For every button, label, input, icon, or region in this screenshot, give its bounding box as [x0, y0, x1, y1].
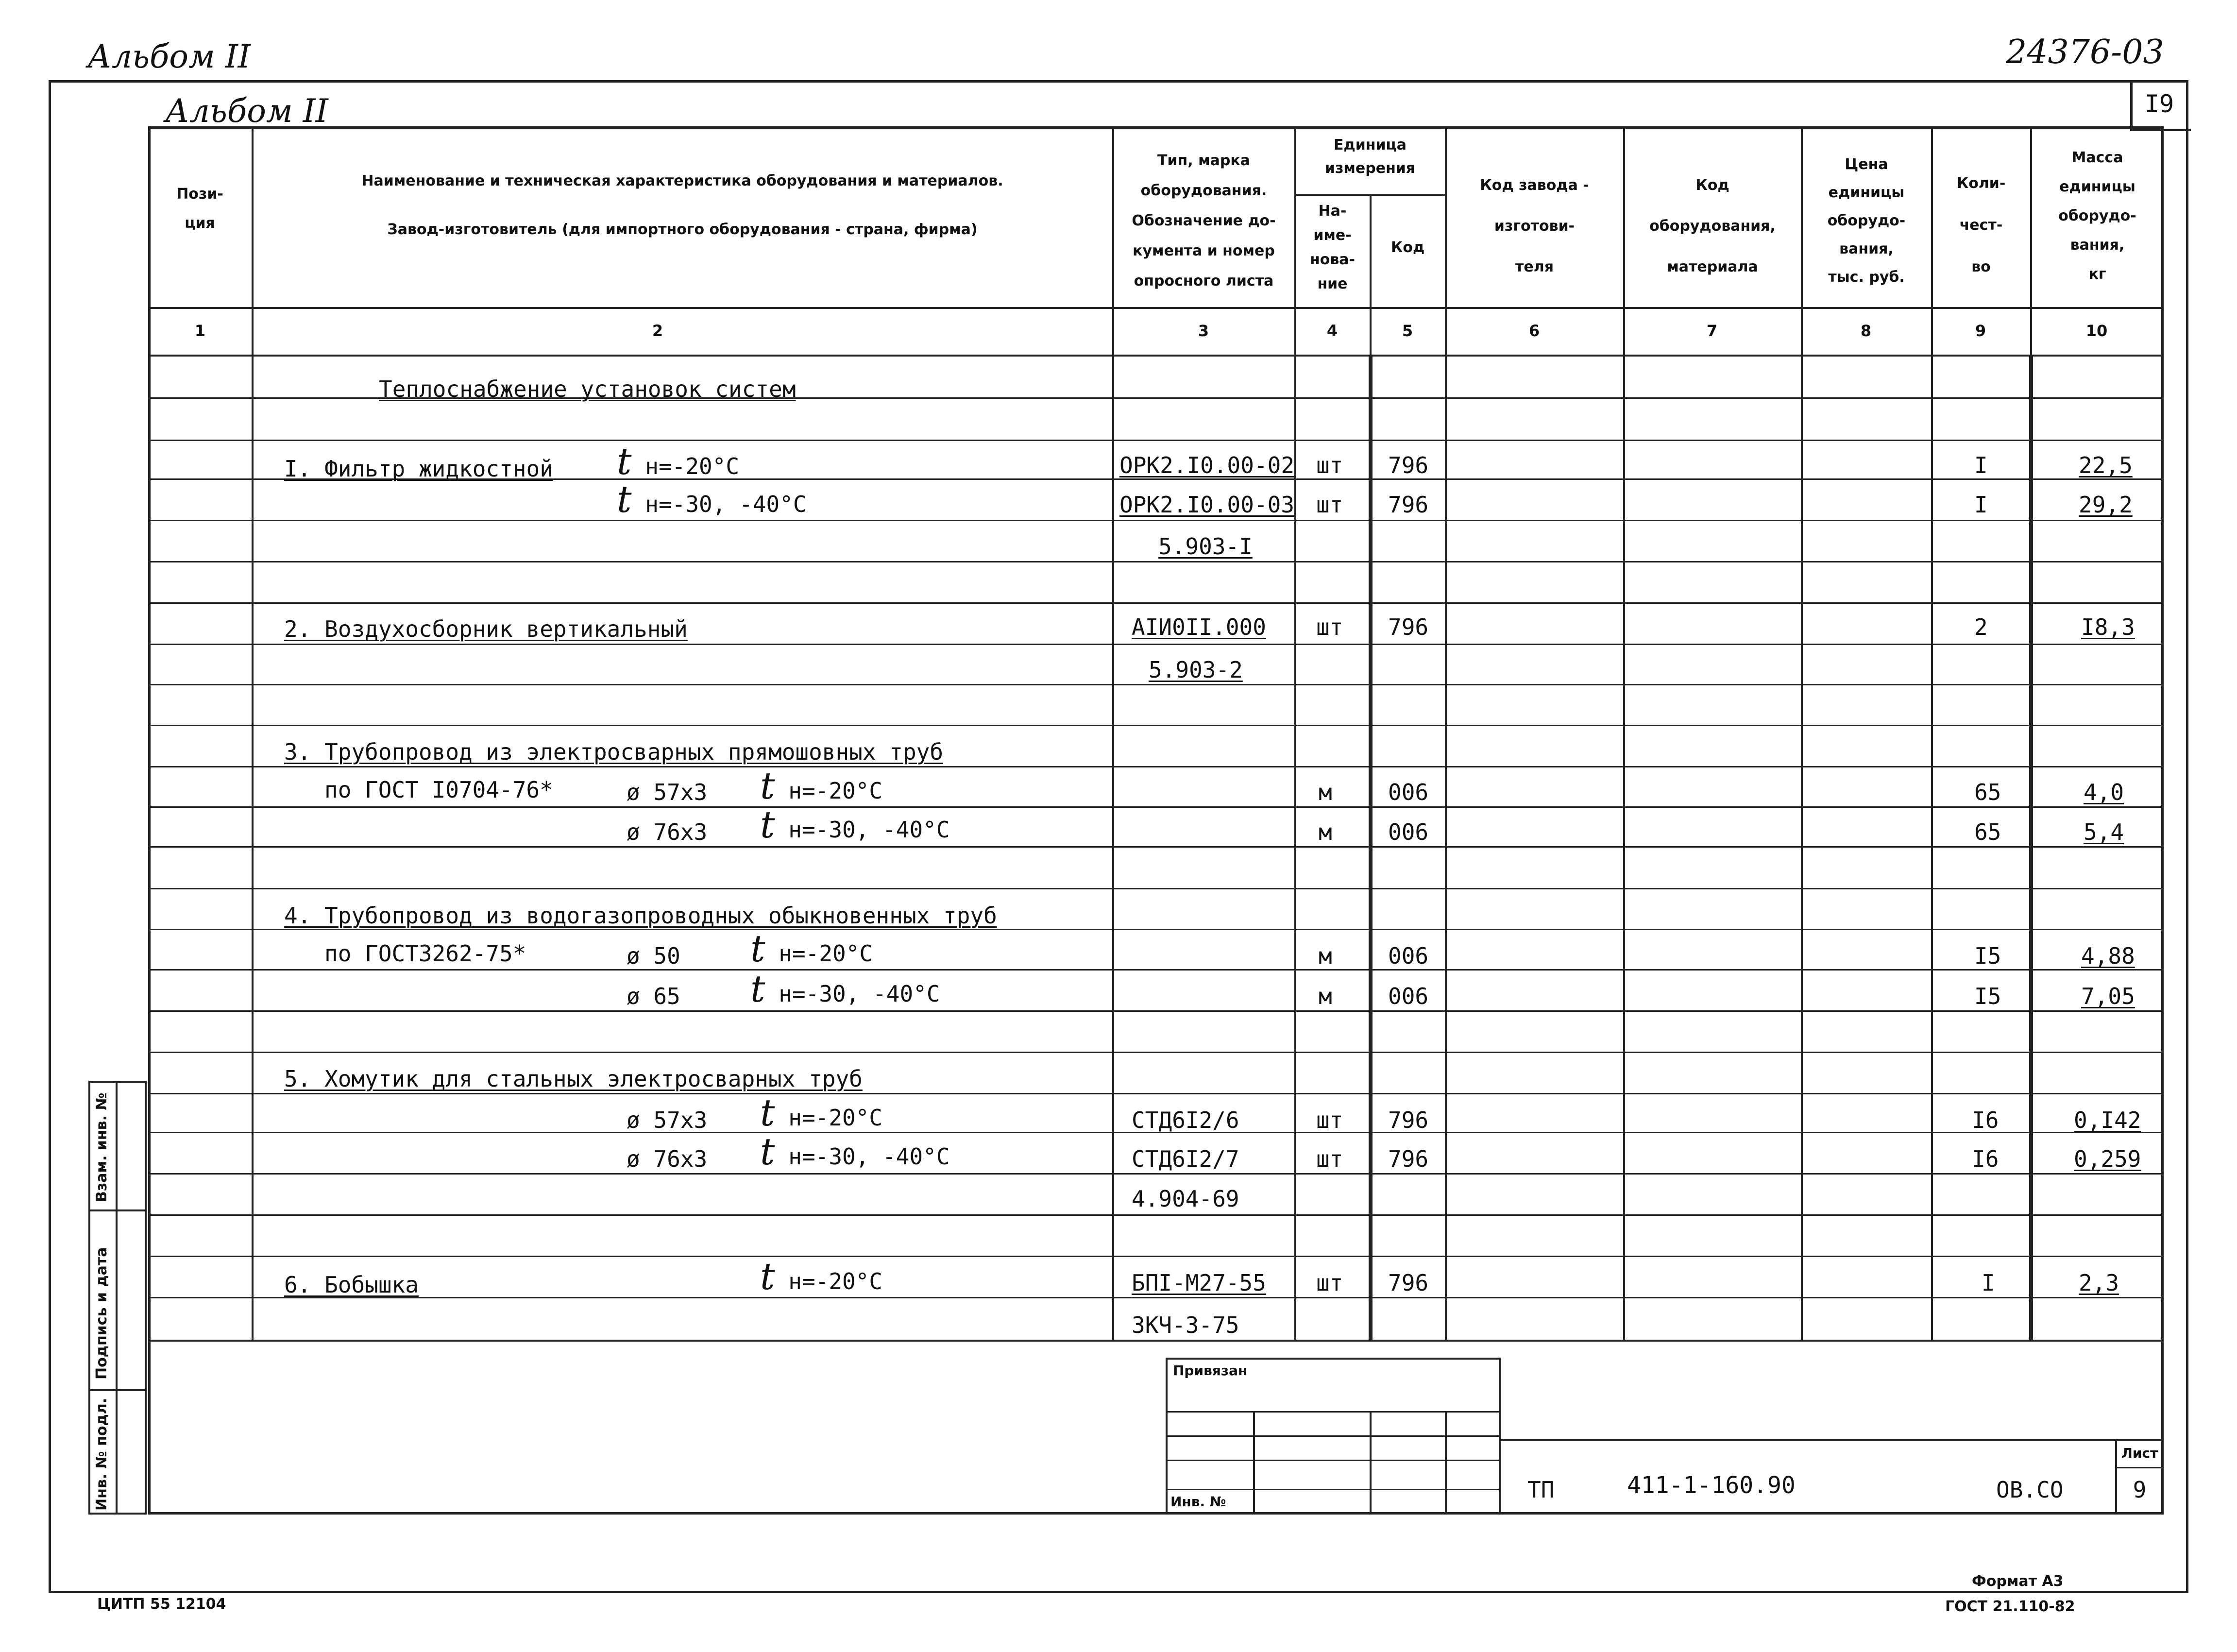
item-3a-qty: 65	[1974, 779, 2001, 805]
item-3-name: 3. Трубопровод из электросварных прямошовных труб	[284, 739, 944, 765]
row-separator	[148, 929, 2164, 930]
header-col10: Масса единицы оборудо- вания, кг	[2058, 149, 2136, 283]
item-5a-type: СТД6I2/6	[1132, 1107, 1239, 1133]
item-2-doc: 5.903-2	[1149, 657, 1243, 683]
item-5a-code: 796	[1388, 1107, 1429, 1133]
colnum-1: 1	[194, 322, 206, 340]
item-2-qty: 2	[1974, 614, 1988, 640]
colnum-3: 3	[1198, 322, 1209, 340]
row-separator	[148, 1010, 2164, 1012]
col-line-6	[1623, 126, 1625, 1341]
inv-no-label: Инв. №	[1170, 1494, 1226, 1510]
row-separator	[148, 1173, 2164, 1175]
item-5b-type: СТД6I2/7	[1132, 1146, 1239, 1172]
colnum-2: 2	[652, 322, 663, 340]
item-6-type: БПI-М27-55	[1132, 1270, 1266, 1296]
item-6-temp: t н=-20°C	[760, 1255, 883, 1298]
colnum-6: 6	[1528, 322, 1540, 340]
header-col7: Код оборудования, материала	[1649, 177, 1776, 275]
item-5a-unit: шт	[1316, 1107, 1343, 1133]
tb-vline-2	[1370, 1411, 1372, 1515]
item-3b-qty: 65	[1974, 819, 2001, 845]
item-1b-qty: I	[1974, 492, 1988, 518]
side-vzam: Взам. инв. №	[93, 1092, 110, 1202]
tp-label: ТП	[1527, 1477, 1555, 1503]
item-5-doc: 4.904-69	[1132, 1186, 1239, 1212]
item-3b-size: ø 76x3	[627, 819, 708, 845]
item-1-doc: 5.903-I	[1158, 533, 1253, 560]
item-6-name: 6. Бобышка	[284, 1272, 419, 1298]
tb-main-top	[1501, 1439, 2164, 1441]
page-number: I9	[2144, 90, 2174, 118]
item-4-gost: по ГОСТ3262-75*	[324, 940, 526, 967]
tb-vline-1	[1253, 1411, 1255, 1515]
row-separator	[148, 1214, 2164, 1216]
header-col8: Цена единицы оборудо- вания, тыс. руб.	[1827, 156, 1906, 286]
side-stamp-vline	[116, 1081, 118, 1515]
item-4a-temp: t н=-20°C	[750, 927, 873, 970]
row-separator	[148, 561, 2164, 562]
row-separator	[148, 440, 2164, 441]
item-6-code: 796	[1388, 1270, 1429, 1296]
sheet-code: ОВ.СО	[1996, 1477, 2064, 1503]
colnum-bottom-line	[148, 355, 2164, 357]
item-4b-mass: 7,05	[2081, 983, 2135, 1009]
list-number: 9	[2133, 1477, 2147, 1503]
col-line-8	[1931, 126, 1933, 1341]
item-5b-unit: шт	[1316, 1146, 1343, 1172]
item-4a-mass: 4,88	[2081, 943, 2135, 969]
list-label: Лист	[2121, 1445, 2158, 1461]
footer-gost: ГОСТ 21.110-82	[1945, 1598, 2075, 1615]
item-3b-unit: м	[1319, 819, 1332, 845]
item-5a-qty: I6	[1972, 1107, 1999, 1133]
list-hline	[2115, 1467, 2164, 1468]
item-4b-qty: I5	[1974, 983, 2001, 1009]
header-bottom-line	[148, 307, 2164, 309]
item-1-unit: шт	[1316, 452, 1343, 478]
tb-line-3	[1166, 1460, 1501, 1461]
item-4a-code: 006	[1388, 943, 1429, 969]
item-5b-size: ø 76x3	[627, 1146, 708, 1172]
col-line-5	[1445, 126, 1447, 1341]
item-1b-mass: 29,2	[2079, 492, 2133, 518]
item-1-temp: t н=-20°C	[617, 440, 740, 483]
side-stamp-line-1	[88, 1209, 147, 1211]
header-col9: Коли- чест- во	[1956, 175, 2006, 275]
item-3b-temp: t н=-30, -40°C	[760, 803, 950, 846]
item-4b-code: 006	[1388, 983, 1429, 1009]
album-label-inner: Альбом II	[165, 92, 328, 130]
row-separator	[148, 644, 2164, 645]
item-5b-qty: I6	[1972, 1146, 1999, 1172]
item-2-mass: I8,3	[2081, 614, 2135, 640]
item-6-qty: I	[1982, 1270, 1995, 1296]
col-line-9-body	[2029, 355, 2033, 1341]
item-5a-mass: 0,I42	[2074, 1107, 2141, 1133]
item-5b-temp: t н=-30, -40°C	[760, 1130, 950, 1173]
item-1b-temp: t н=-30, -40°C	[617, 477, 807, 521]
header-col3: Тип, марка оборудования. Обозначение до- кумента и номер опросного листа	[1132, 152, 1276, 290]
col-line-4	[1370, 194, 1372, 355]
item-4b-temp: t н=-30, -40°C	[750, 967, 940, 1010]
row-separator	[148, 602, 2164, 604]
album-label-outer: Альбом II	[87, 38, 251, 75]
item-6-mass: 2,3	[2079, 1270, 2119, 1296]
item-4a-qty: I5	[1974, 943, 2001, 969]
tb-line-4	[1166, 1489, 1501, 1490]
tb-line-2	[1166, 1435, 1501, 1437]
item-4a-size: ø 50	[627, 943, 680, 969]
body-bottom-line	[148, 1340, 2164, 1342]
item-4b-unit: м	[1319, 983, 1332, 1009]
colnum-5: 5	[1402, 322, 1413, 340]
row-separator	[148, 1297, 2164, 1298]
colnum-7: 7	[1706, 322, 1718, 340]
header-col2: Наименование и техническая характеристика оборудования и материалов. Завод-изготовитель (для импортного оборудования - страна, фирма)	[361, 172, 1003, 238]
item-5a-temp: t н=-20°C	[760, 1091, 883, 1134]
row-separator	[148, 725, 2164, 726]
row-separator	[148, 969, 2164, 971]
col-line-1	[252, 126, 254, 1341]
item-4a-unit: м	[1319, 943, 1332, 969]
header-col1: Пози- ция	[176, 186, 223, 232]
item-1b-type: ОРК2.I0.00-03	[1119, 492, 1295, 518]
colnum-8: 8	[1860, 322, 1872, 340]
side-inv-podl: Инв. № подл.	[93, 1397, 110, 1511]
item-1b-unit: шт	[1316, 492, 1343, 518]
item-5-name: 5. Хомутик для стальных электросварных труб	[284, 1066, 863, 1092]
colnum-4: 4	[1326, 322, 1338, 340]
row-separator	[148, 684, 2164, 685]
header-col6: Код завода - изготови- теля	[1480, 177, 1589, 275]
item-2-type: АIИ0II.000	[1132, 614, 1266, 640]
row-separator	[148, 766, 2164, 767]
item-3a-unit: м	[1319, 779, 1332, 805]
item-2-name: 2. Воздухосборник вертикальный	[284, 616, 688, 642]
item-6-unit: шт	[1316, 1270, 1343, 1296]
item-4-name: 4. Трубопровод из водогазопроводных обыкновенных труб	[284, 903, 997, 929]
item-3a-code: 006	[1388, 779, 1429, 805]
row-separator	[148, 806, 2164, 808]
footer-citp: ЦИТП 55 12104	[97, 1596, 226, 1613]
item-4b-size: ø 65	[627, 983, 680, 1009]
row-separator	[148, 888, 2164, 889]
header-col4: На- име- нова- ние	[1309, 203, 1356, 292]
colnum-9: 9	[1975, 322, 1986, 340]
tb-vline-3	[1445, 1411, 1447, 1515]
side-stamp-line-2	[88, 1389, 147, 1391]
item-5a-size: ø 57x3	[627, 1107, 708, 1133]
row-separator	[148, 1256, 2164, 1257]
item-3b-code: 006	[1388, 819, 1429, 845]
item-1b-code: 796	[1388, 492, 1429, 518]
item-1-code: 796	[1388, 452, 1429, 478]
item-3a-mass: 4,0	[2084, 779, 2124, 805]
header-col5: Код	[1390, 239, 1425, 256]
item-3-gost: по ГОСТ I0704-76*	[324, 777, 553, 803]
item-3b-mass: 5,4	[2084, 819, 2124, 845]
section-title: Теплоснабжение установок систем	[379, 376, 796, 402]
item-3a-size: ø 57x3	[627, 779, 708, 805]
privyazan-label: Привязан	[1173, 1362, 1248, 1379]
item-1-type: ОРК2.I0.00-02	[1119, 452, 1295, 478]
col-line-7	[1801, 126, 1803, 1341]
tb-line-1	[1166, 1411, 1501, 1413]
item-3a-temp: t н=-20°C	[760, 764, 883, 807]
item-2-code: 796	[1388, 614, 1429, 640]
footer-format: Формат А3	[1972, 1573, 2064, 1590]
row-separator	[148, 520, 2164, 521]
document-number: 24376-03	[2006, 33, 2164, 71]
item-1-mass: 22,5	[2079, 452, 2133, 478]
col-line-3	[1294, 126, 1296, 1341]
header-unit-group: Единица измерения	[1324, 136, 1416, 177]
item-2-unit: шт	[1316, 614, 1343, 640]
item-6-doc: ЗКЧ-3-75	[1132, 1312, 1239, 1338]
col-line-2	[1112, 126, 1114, 1341]
row-separator	[148, 1052, 2164, 1053]
row-separator	[148, 846, 2164, 848]
project-number: 411-1-160.90	[1627, 1472, 1796, 1499]
col-line-4-body	[1369, 355, 1373, 1341]
item-5b-code: 796	[1388, 1146, 1429, 1172]
colnum-10: 10	[2085, 322, 2108, 340]
item-1-name: I. Фильтр жидкостной	[284, 456, 553, 482]
side-podpis: Подпись и дата	[93, 1247, 110, 1380]
item-1-qty: I	[1974, 452, 1988, 478]
item-5b-mass: 0,259	[2074, 1146, 2141, 1172]
row-separator	[148, 1093, 2164, 1094]
